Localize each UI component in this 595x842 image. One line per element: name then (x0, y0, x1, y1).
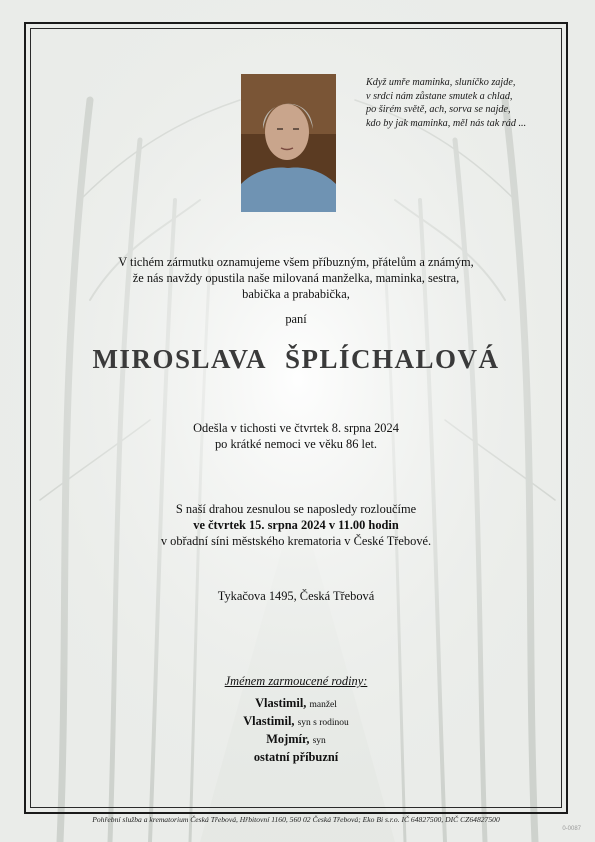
family-heading (30, 674, 562, 690)
death-line: Odešla v tichosti ve čtvrtek 8. srpna 2024 (193, 421, 399, 435)
family-member: Mojmír, syn (266, 732, 326, 746)
farewell-line: S naší drahou zesnulou se naposledy rozloučíme (175, 502, 417, 516)
announcement (30, 255, 562, 302)
family-member: ostatní příbuzní (253, 750, 339, 764)
honorific: paní (285, 312, 307, 326)
farewell-info (30, 502, 562, 549)
poem-line: Když umře maminka, sluníčko zajde, (366, 77, 516, 88)
document-code: 0-0087 (562, 826, 581, 832)
first-name: MIROSLAVA (92, 344, 268, 374)
poem-line: kdo by jak maminka, měl nás tak rád ... (366, 117, 527, 129)
farewell-location: v obřadní síni městského krematoria v České Třebové. (160, 533, 432, 548)
announcement-line: V tichém zármutku oznamujeme všem příbuzným, přátelům a známým, (118, 255, 474, 269)
portrait-photo (241, 74, 336, 212)
address: Tykačova 1495, Česká Třebová (217, 589, 375, 603)
poem-line: po širém světě, ach, sorva se najde, (366, 104, 511, 116)
farewell-datetime: ve čtvrtek 15. srpna 2024 v 11.00 hodin (193, 517, 399, 532)
family-member: Vlastimil, manžel (255, 696, 337, 710)
death-line: po krátké nemoci ve věku 86 let. (214, 436, 378, 451)
deceased-name (30, 344, 562, 375)
family-heading-text: Jménem zarmoucené rodiny: (224, 674, 368, 688)
family-list (30, 695, 562, 765)
poem-line: v srdci nám zůstane smutek a chlad, (366, 90, 513, 102)
announcement-line: babička a prababička, (242, 286, 350, 301)
funeral-service-footer: Pohřební služba a krematorium Česká Třebová, Hřbitovní 1160, 560 02 Česká Třebová; Eko Bi s.r.o. IČ 64827500, DIČ CZ64827500 (92, 815, 500, 824)
last-name: ŠPLÍCHALOVÁ (285, 344, 500, 374)
death-info (30, 421, 562, 453)
announcement-line: že nás navždy opustila naše milovaná manželka, maminka, sestra, (132, 270, 460, 285)
family-member: Vlastimil, syn s rodinou (243, 714, 349, 728)
memorial-poem (366, 76, 556, 130)
